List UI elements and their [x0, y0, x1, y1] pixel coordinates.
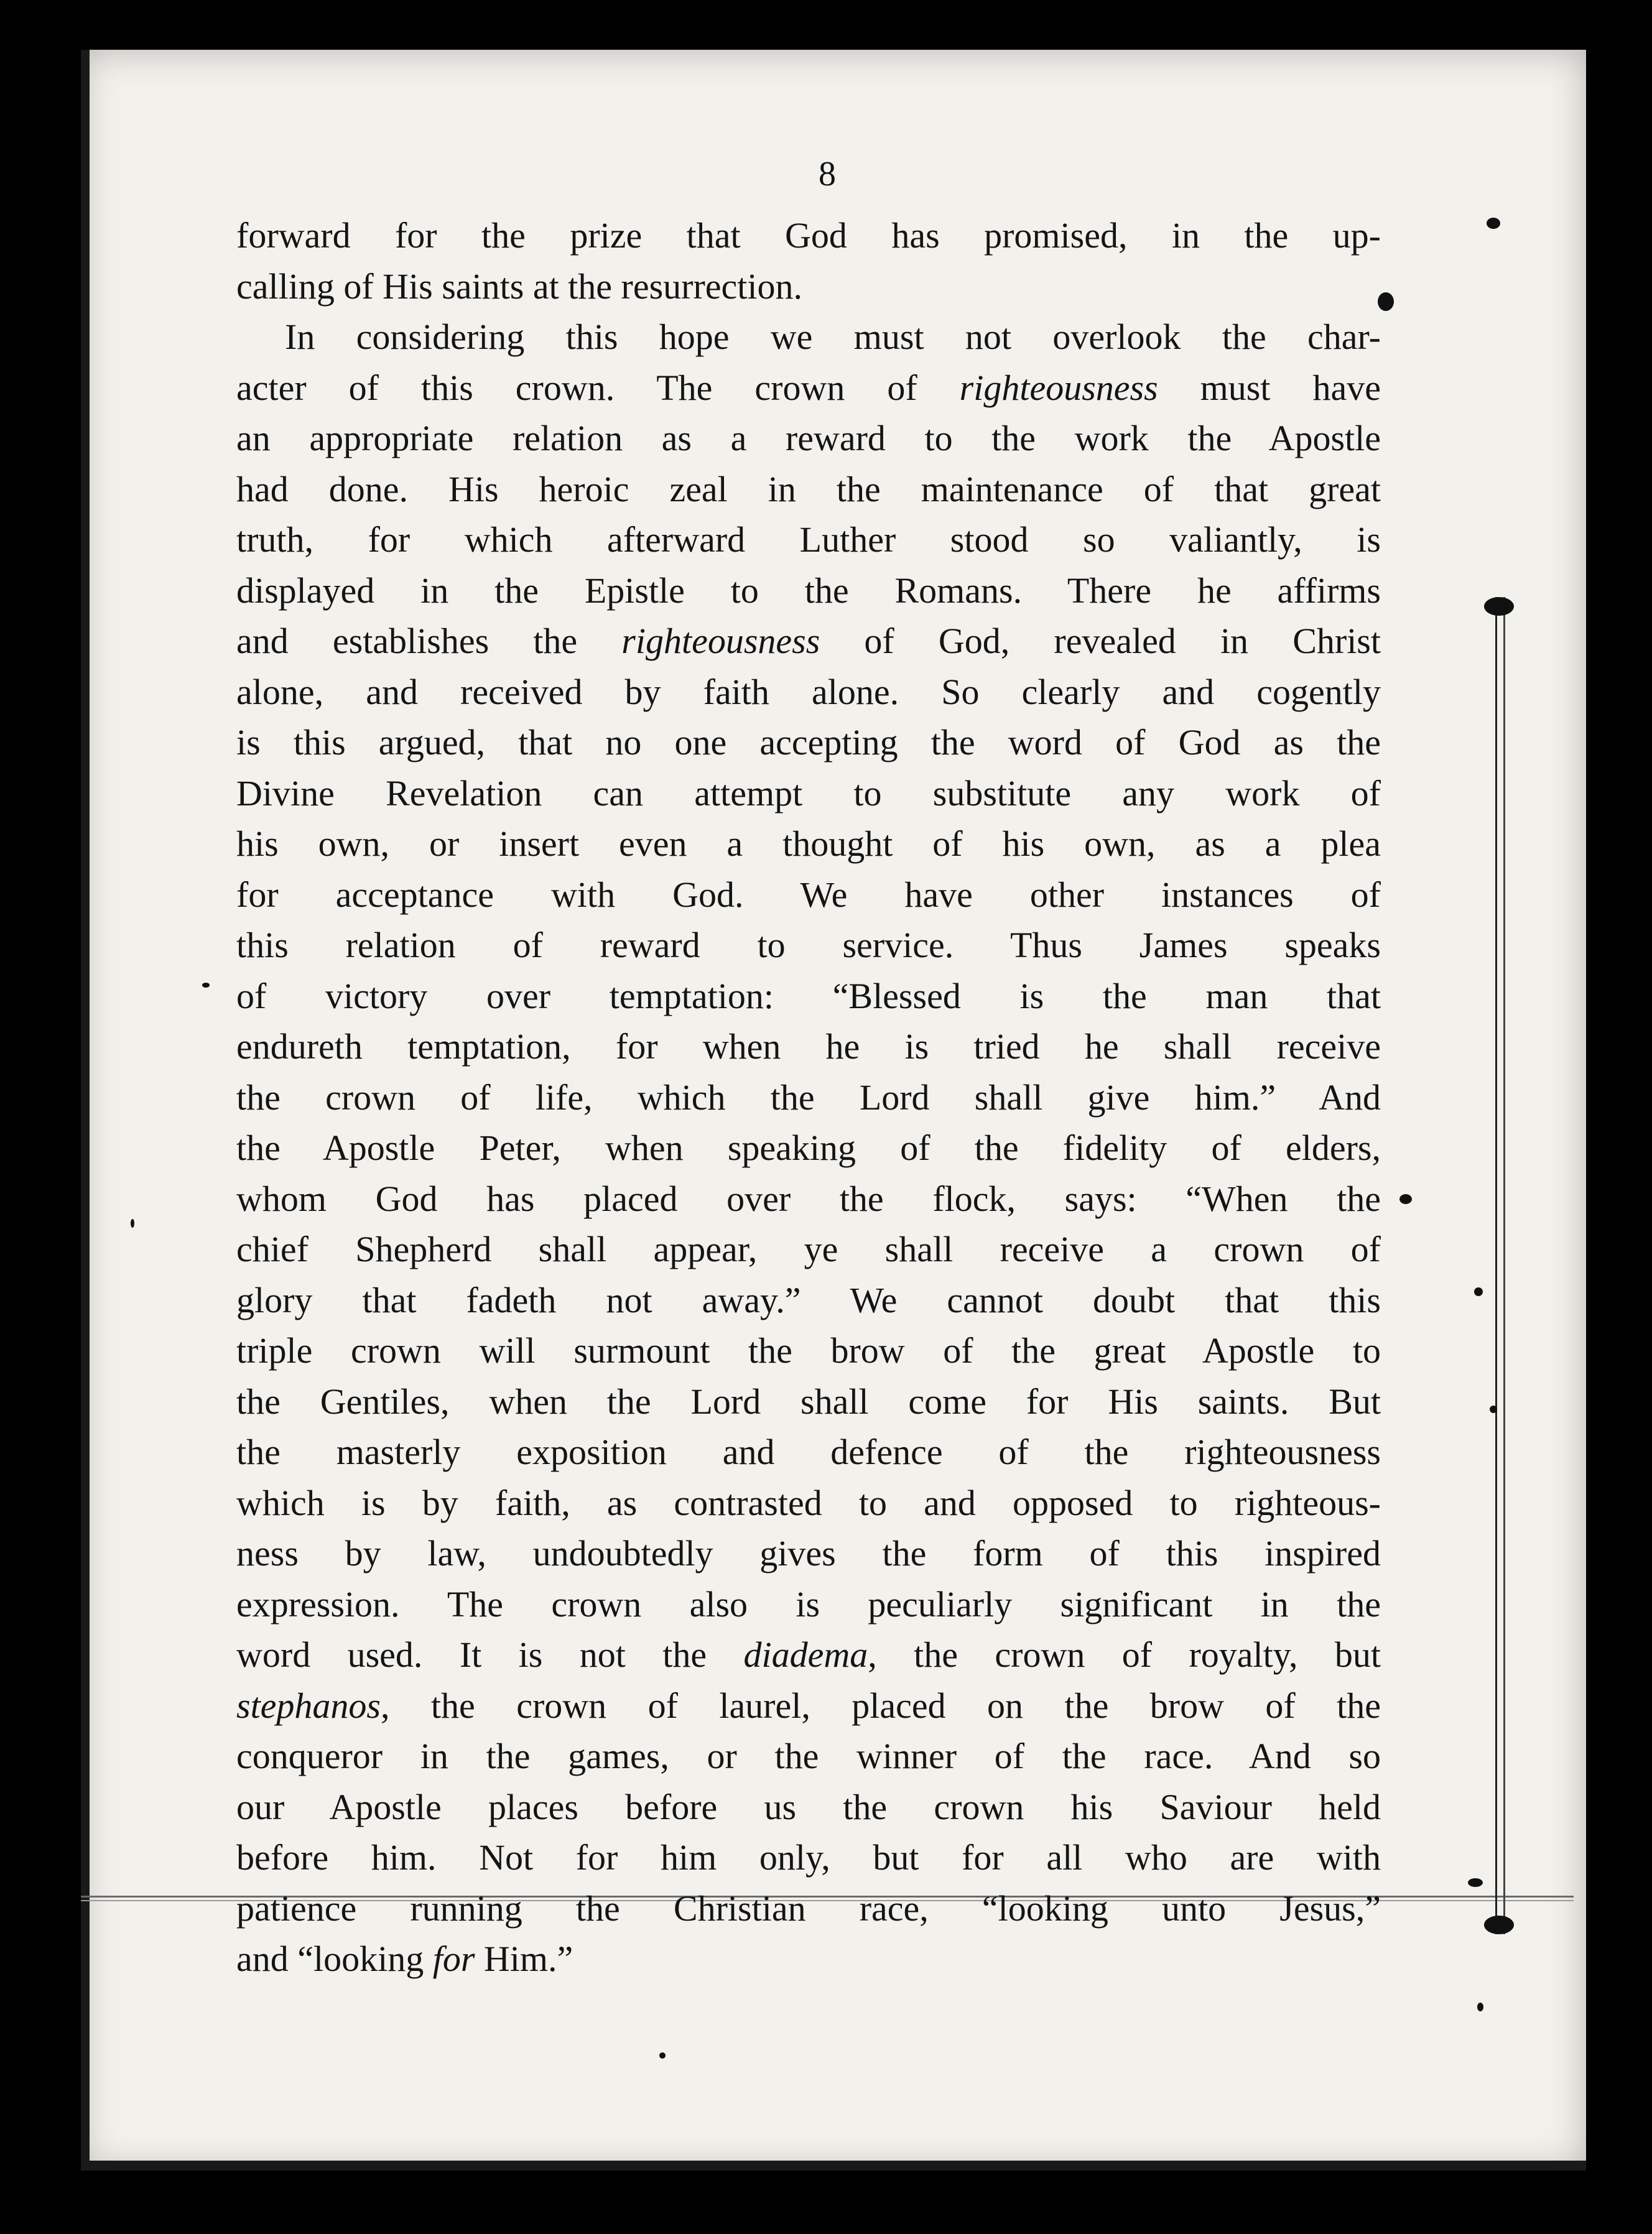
text-run: expression. The crown also is peculiarly significant in the: [236, 1583, 1381, 1625]
text-run: patience running the Christian race, “looking unto Jesus,”: [236, 1888, 1381, 1929]
text-run: is this argued, that no one accepting the word of God as the: [236, 722, 1381, 762]
text-run: and establishes the: [236, 621, 622, 661]
italic-word: righteousness: [959, 367, 1158, 408]
page-number: 8: [819, 155, 836, 193]
text-run: Him.”: [475, 1939, 573, 1979]
text-line: [236, 1478, 1381, 1529]
text-run: calling of His saints at the resurrection.: [236, 266, 803, 307]
text-run: the Gentiles, when the Lord shall come for His saints. But: [236, 1381, 1381, 1422]
text-run: his own, or insert even a thought of his own, as a plea: [236, 823, 1381, 864]
text-run: of victory over temptation: “Blessed is the man that: [236, 975, 1381, 1016]
scan-speck: [131, 1219, 134, 1228]
text-line: [236, 717, 1381, 768]
binding-cap-top: [1484, 597, 1514, 616]
italic-word: stephanos: [236, 1685, 381, 1726]
scan-speck: [1399, 1194, 1412, 1204]
text-line: [236, 312, 1381, 363]
binding-thread: [1495, 597, 1505, 1934]
text-line: [236, 464, 1381, 515]
text-run: the Apostle Peter, when speaking of the fidelity of elders,: [236, 1128, 1381, 1168]
text-run: acter of this crown. The crown of: [236, 367, 960, 408]
text-line: [236, 363, 1381, 414]
text-run: alone, and received by faith alone. So clearly and cogently: [236, 671, 1381, 712]
text-run: must have: [1158, 367, 1381, 408]
text-line: [236, 1782, 1381, 1833]
text-run: ness by law, undoubtedly gives the form of this inspired: [236, 1533, 1381, 1574]
text-line: [236, 1629, 1381, 1680]
bottom-margin-rule: [81, 2161, 1586, 2171]
text-line: [236, 1427, 1381, 1478]
body-text: [236, 210, 1381, 1985]
text-line: [236, 261, 1381, 312]
text-line: [236, 1680, 1381, 1731]
scan-speck: [1490, 1406, 1497, 1413]
text-line: [236, 768, 1381, 819]
text-line: [236, 514, 1381, 565]
text-run: for acceptance with God. We have other instances of: [236, 874, 1381, 915]
scan-speck: [1477, 2003, 1483, 2011]
text-line: [236, 1174, 1381, 1225]
text-line: [236, 869, 1381, 920]
text-run: endureth temptation, for when he is tried he shall receive: [236, 1026, 1381, 1067]
binding-cap-bottom: [1484, 1916, 1514, 1934]
text-line: [236, 1376, 1381, 1427]
text-line: [236, 1123, 1381, 1174]
text-line: [236, 1325, 1381, 1376]
scan-speck: [659, 2052, 666, 2059]
text-run: triple crown will surmount the brow of the great Apostle to: [236, 1330, 1381, 1371]
text-line: [236, 920, 1381, 971]
text-run: chief Shepherd shall appear, ye shall receive a crown of: [236, 1229, 1381, 1269]
text-line: [236, 1275, 1381, 1326]
text-run: glory that fadeth not away.” We cannot doubt that this: [236, 1279, 1381, 1320]
text-line: [236, 1021, 1381, 1072]
text-run: and “looking: [236, 1939, 433, 1979]
text-line: [236, 1072, 1381, 1123]
text-run: our Apostle places before us the crown his Saviour held: [236, 1786, 1381, 1827]
text-run: which is by faith, as contrasted to and opposed to righteous-: [236, 1482, 1381, 1523]
text-line: [236, 1224, 1381, 1275]
text-line: [236, 667, 1381, 718]
text-line: [236, 971, 1381, 1022]
text-run: whom God has placed over the flock, says: “When the: [236, 1178, 1381, 1219]
text-run: , the crown of laurel, placed on the brow of the: [381, 1685, 1381, 1726]
text-line: [236, 818, 1381, 869]
text-run: Divine Revelation can attempt to substitute any work of: [236, 772, 1381, 813]
text-line: [236, 1883, 1381, 1934]
scan-speck: [1487, 218, 1500, 229]
left-margin-rule: [81, 50, 90, 2171]
text-line: [236, 1934, 1381, 1985]
text-line: [236, 1731, 1381, 1782]
text-run: word used. It is not the: [236, 1634, 744, 1675]
italic-word: for: [432, 1939, 475, 1979]
text-run: conqueror in the games, or the winner of the race. And so: [236, 1736, 1381, 1776]
text-run: In considering this hope we must not overlook the char-: [285, 317, 1381, 357]
text-line: [236, 565, 1381, 616]
text-line: [236, 616, 1381, 667]
italic-word: diadema: [743, 1634, 868, 1675]
book-page: [81, 50, 1586, 2171]
text-run: the crown of life, which the Lord shall give him.” And: [236, 1077, 1381, 1118]
scan-speck: [202, 983, 210, 988]
text-line: [236, 1832, 1381, 1883]
text-run: of God, revealed in Christ: [820, 621, 1381, 661]
text-run: displayed in the Epistle to the Romans. There he affirms: [236, 570, 1381, 611]
text-run: this relation of reward to service. Thus James speaks: [236, 925, 1381, 965]
text-run: an appropriate relation as a reward to the work the Apostle: [236, 418, 1381, 458]
text-line: [236, 210, 1381, 261]
text-line: [236, 1528, 1381, 1579]
scan-speck: [1474, 1287, 1483, 1296]
text-run: truth, for which afterward Luther stood so valiantly, is: [236, 519, 1381, 560]
text-run: the masterly exposition and defence of the righteousness: [236, 1432, 1381, 1472]
text-run: , the crown of royalty, but: [868, 1634, 1381, 1675]
text-line: [236, 413, 1381, 464]
text-run: before him. Not for him only, but for all who are with: [236, 1837, 1381, 1878]
italic-word: righteousness: [621, 621, 820, 661]
scan-speck: [1468, 1878, 1483, 1887]
text-run: had done. His heroic zeal in the maintenance of that great: [236, 468, 1381, 509]
text-run: forward for the prize that God has promised, in the up-: [236, 215, 1381, 256]
text-line: [236, 1579, 1381, 1630]
binding-strip: [1480, 597, 1518, 1934]
